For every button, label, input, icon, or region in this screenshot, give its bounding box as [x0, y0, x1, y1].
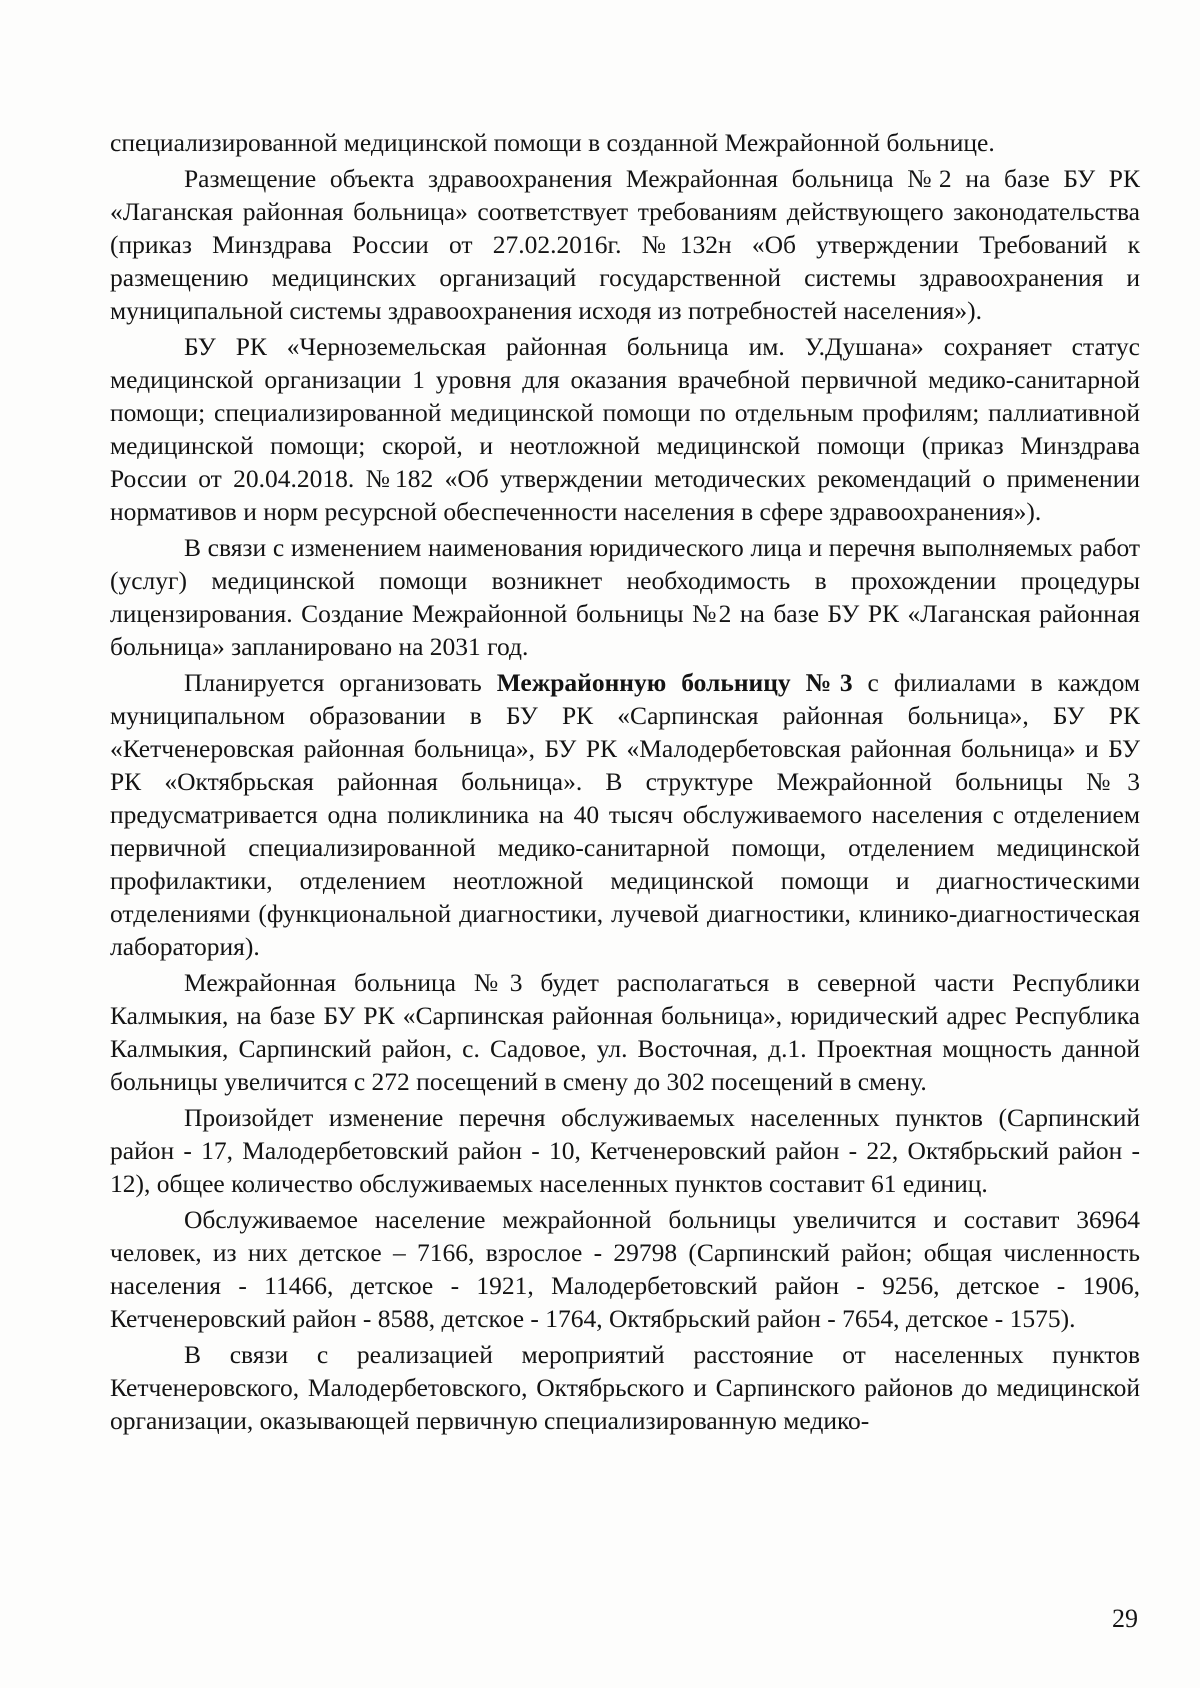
paragraph-hospital-3-plan — [110, 666, 1140, 963]
paragraph-licensing: В связи с изменением наименования юридического лица и перечня выполняемых работ (услуг) медицинской помощи возникнет необходимость в прохождении процедуры лицензирования. Создание Межрайонной больницы №2 на базе БУ РК «Лаганская районная больница» запланировано на 2031 год. — [110, 533, 1140, 661]
paragraph-hospital-3-location: Межрайонная больница №3 будет располагаться в северной части Республики Калмыкия, на базе БУ РК «Сарпинская районная больница», юридический адрес Республика Калмыкия, Сарпинский район, с. Садовое, ул. Восточная, д.1. Проектная мощность данной больницы увеличится с 272 посещений в смену до 302 посещений в смену. — [110, 968, 1140, 1096]
paragraph-settlements: Произойдет изменение перечня обслуживаемых населенных пунктов (Сарпинский район - 17, Малодербетовский район - 10, Кетченеровский район - 22, Октябрьский район - 12), общее количество обслуживаемых населенных пунктов составит 61 единиц. — [110, 1103, 1140, 1198]
document-page — [110, 126, 1140, 1440]
paragraph-distance: В связи с реализацией мероприятий расстояние от населенных пунктов Кетченеровского, Малодербетовского, Октябрьского и Сарпинского районов до медицинской организации, оказывающей первичную специализированную медико- — [110, 1340, 1140, 1435]
paragraph-population: Обслуживаемое население межрайонной больницы увеличится и составит 36964 человек, из них детское – 7166, взрослое - 29798 (Сарпинский район; общая численность населения - 11466, детское - 1921, Малодербетовский район - 9256, детское - 1906, Кетченеровский район - 8588, детское - 1764, Октябрьский район - 7654, детское - 1575). — [110, 1205, 1140, 1333]
paragraph-chernozemelskaya-status: БУ РК «Черноземельская районная больница им. У.Душана» сохраняет статус медицинской организации 1 уровня для оказания врачебной первичной медико-санитарной помощи; специализированной медицинской помощи по отдельным профилям; паллиативной медицинской помощи; скорой, и неотложной медицинской помощи (приказ Минздрава России от 20.04.2018. №182 «Об утверждении методических рекомендаций о применении нормативов и норм ресурсной обеспеченности населения в сфере здравоохранения»). — [110, 332, 1140, 526]
page-number: 29 — [1112, 1604, 1138, 1633]
hospital-3-bold-title: Межрайонную больницу №3 — [496, 668, 853, 697]
paragraph-hospital-3-body: с филиалами в каждом муниципальном образовании в БУ РК «Сарпинская районная больница», БУ РК «Кетченеровская районная больница», БУ РК «Малодербетовская районная больница» и БУ РК «Октябрьская районная больница». В структуре Межрайонной больницы №3 предусматривается одна поликлиника на 40 тысяч обслуживаемого населения с отделением первичной специализированной медико-санитарной помощи, отделением медицинской профилактики, отделением неотложной медицинской помощи и диагностическими отделениями (функциональной диагностики, лучевой диагностики, клинико-диагностическая лаборатория). — [110, 668, 1141, 961]
paragraph-laganskaya-placement: Размещение объекта здравоохранения Межрайонная больница №2 на базе БУ РК «Лаганская районная больница» соответствует требованиям действующего законодательства (приказ Минздрава России от 27.02.2016г. №132н «Об утверждении Требований к размещению медицинских организаций государственной системы здравоохранения и муниципальной системы здравоохранения исходя из потребностей населения»). — [110, 164, 1140, 325]
paragraph-continuation: специализированной медицинской помощи в созданной Межрайонной больнице. — [110, 128, 995, 157]
paragraph-hospital-3-intro: Планируется организовать — [184, 668, 497, 697]
